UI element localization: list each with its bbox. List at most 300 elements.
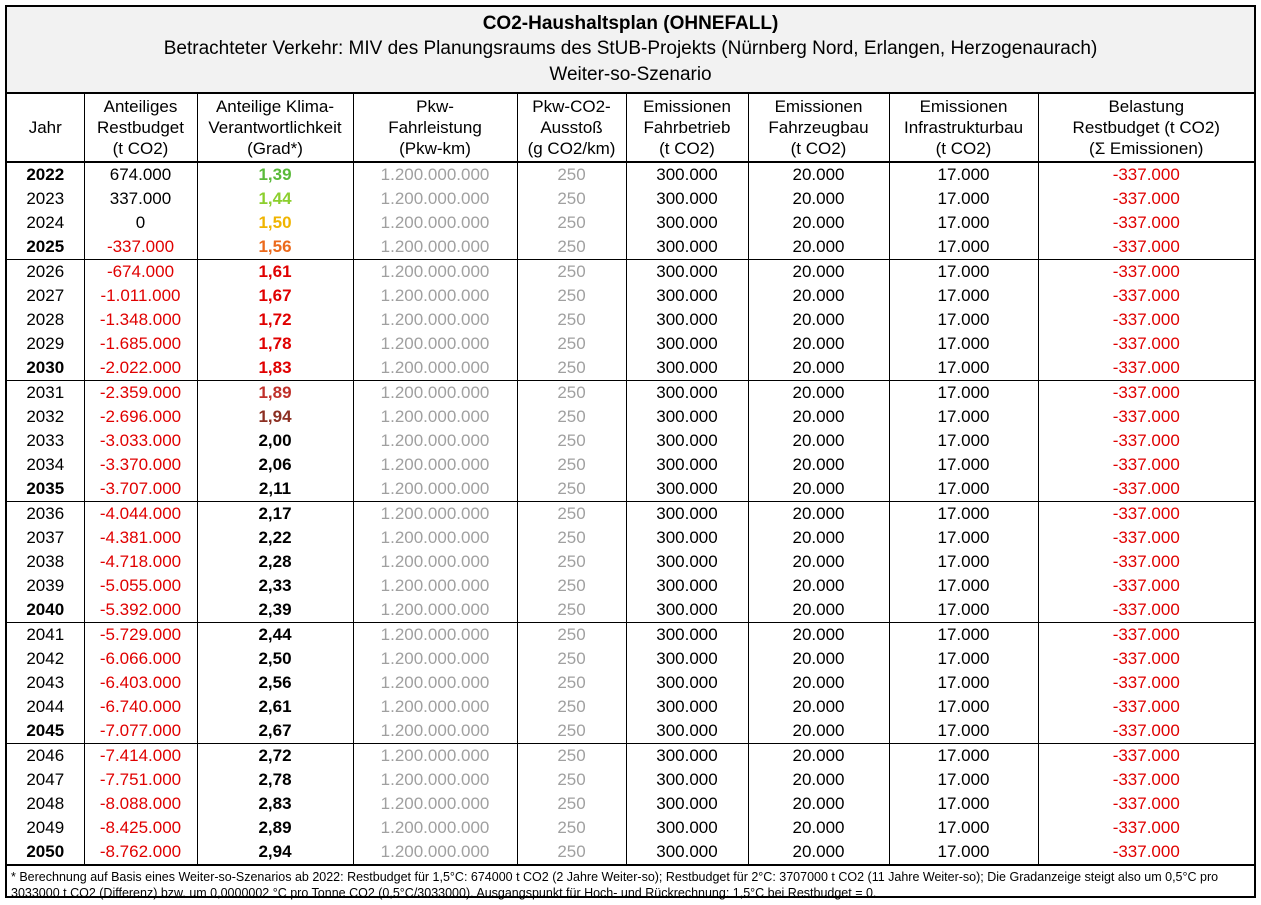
cell-belastung-restbudget: -337.000	[1038, 356, 1254, 381]
cell-belastung-restbudget: -337.000	[1038, 695, 1254, 719]
cell-pkw-fahrleistung: 1.200.000.000	[353, 284, 517, 308]
cell-pkw-co2-ausstoss: 250	[517, 744, 626, 769]
cell-belastung-restbudget: -337.000	[1038, 477, 1254, 502]
cell-belastung-restbudget: -337.000	[1038, 574, 1254, 598]
cell-jahr: 2044	[26, 697, 65, 716]
cell-restbudget: -7.751.000	[84, 768, 197, 792]
cell-klima-verantwortlichkeit: 2,61	[197, 695, 353, 719]
cell-pkw-fahrleistung: 1.200.000.000	[353, 162, 517, 187]
cell-pkw-fahrleistung: 1.200.000.000	[353, 816, 517, 840]
cell-klima-verantwortlichkeit: 2,33	[197, 574, 353, 598]
column-header-line: Pkw-	[416, 97, 454, 116]
cell-emissionen-infrastrukturbau: 17.000	[889, 308, 1038, 332]
table-row	[7, 792, 1254, 816]
cell-klima-verantwortlichkeit: 2,67	[197, 719, 353, 744]
cell-belastung-restbudget: -337.000	[1038, 260, 1254, 285]
scenario-label: Weiter-so-Szenario	[549, 64, 712, 85]
table-row	[7, 502, 1254, 527]
table-row	[7, 744, 1254, 769]
cell-pkw-fahrleistung: 1.200.000.000	[353, 598, 517, 623]
table-row	[7, 695, 1254, 719]
cell-emissionen-fahrbetrieb: 300.000	[626, 332, 748, 356]
cell-emissionen-fahrbetrieb: 300.000	[626, 162, 748, 187]
cell-emissionen-fahrzeugbau: 20.000	[748, 623, 889, 648]
cell-klima-verantwortlichkeit: 2,17	[197, 502, 353, 527]
cell-emissionen-infrastrukturbau: 17.000	[889, 477, 1038, 502]
cell-pkw-co2-ausstoss: 250	[517, 405, 626, 429]
cell-restbudget: -2.359.000	[84, 381, 197, 406]
table-row	[7, 429, 1254, 453]
cell-emissionen-infrastrukturbau: 17.000	[889, 647, 1038, 671]
cell-belastung-restbudget: -337.000	[1038, 671, 1254, 695]
column-header-restbudget	[84, 94, 197, 162]
column-header-line: Ausstoß	[540, 118, 603, 137]
cell-emissionen-infrastrukturbau: 17.000	[889, 768, 1038, 792]
cell-emissionen-fahrbetrieb: 300.000	[626, 308, 748, 332]
cell-jahr: 2047	[26, 770, 65, 789]
cell-emissionen-fahrzeugbau: 20.000	[748, 162, 889, 187]
cell-klima-verantwortlichkeit: 1,67	[197, 284, 353, 308]
table-row	[7, 332, 1254, 356]
table-row	[7, 816, 1254, 840]
cell-restbudget: -8.762.000	[84, 840, 197, 865]
cell-emissionen-fahrbetrieb: 300.000	[626, 744, 748, 769]
cell-emissionen-infrastrukturbau: 17.000	[889, 356, 1038, 381]
cell-emissionen-fahrzeugbau: 20.000	[748, 768, 889, 792]
co2-budget-table	[7, 94, 1254, 866]
cell-jahr: 2041	[26, 625, 65, 644]
cell-emissionen-infrastrukturbau: 17.000	[889, 381, 1038, 406]
cell-jahr: 2026	[26, 262, 65, 281]
cell-klima-verantwortlichkeit: 2,56	[197, 671, 353, 695]
cell-jahr: 2028	[26, 310, 65, 329]
cell-pkw-co2-ausstoss: 250	[517, 356, 626, 381]
cell-pkw-fahrleistung: 1.200.000.000	[353, 308, 517, 332]
cell-restbudget: -8.425.000	[84, 816, 197, 840]
cell-emissionen-fahrbetrieb: 300.000	[626, 623, 748, 648]
table-row	[7, 623, 1254, 648]
cell-pkw-fahrleistung: 1.200.000.000	[353, 550, 517, 574]
cell-emissionen-fahrzeugbau: 20.000	[748, 502, 889, 527]
cell-emissionen-fahrbetrieb: 300.000	[626, 502, 748, 527]
cell-emissionen-fahrzeugbau: 20.000	[748, 671, 889, 695]
cell-restbudget: 0	[84, 211, 197, 235]
cell-jahr: 2039	[26, 576, 65, 595]
cell-restbudget: -1.348.000	[84, 308, 197, 332]
cell-restbudget: -6.403.000	[84, 671, 197, 695]
cell-jahr: 2046	[26, 746, 65, 765]
cell-jahr: 2042	[26, 649, 65, 668]
cell-emissionen-fahrzeugbau: 20.000	[748, 211, 889, 235]
cell-belastung-restbudget: -337.000	[1038, 768, 1254, 792]
table-row	[7, 477, 1254, 502]
cell-klima-verantwortlichkeit: 2,94	[197, 840, 353, 865]
cell-pkw-fahrleistung: 1.200.000.000	[353, 768, 517, 792]
cell-emissionen-fahrbetrieb: 300.000	[626, 671, 748, 695]
cell-jahr: 2022	[26, 165, 65, 184]
cell-emissionen-fahrzeugbau: 20.000	[748, 187, 889, 211]
table-row	[7, 453, 1254, 477]
cell-belastung-restbudget: -337.000	[1038, 840, 1254, 865]
cell-emissionen-fahrzeugbau: 20.000	[748, 526, 889, 550]
cell-klima-verantwortlichkeit: 2,11	[197, 477, 353, 502]
cell-belastung-restbudget: -337.000	[1038, 623, 1254, 648]
cell-emissionen-infrastrukturbau: 17.000	[889, 671, 1038, 695]
table-row	[7, 211, 1254, 235]
cell-pkw-fahrleistung: 1.200.000.000	[353, 719, 517, 744]
cell-belastung-restbudget: -337.000	[1038, 647, 1254, 671]
column-header-line: (Grad*)	[247, 139, 303, 158]
cell-pkw-co2-ausstoss: 250	[517, 647, 626, 671]
table-row	[7, 284, 1254, 308]
cell-emissionen-fahrbetrieb: 300.000	[626, 477, 748, 502]
table-row	[7, 647, 1254, 671]
table-row	[7, 260, 1254, 285]
column-header-line: (g CO2/km)	[527, 139, 616, 158]
cell-belastung-restbudget: -337.000	[1038, 744, 1254, 769]
cell-restbudget: -4.718.000	[84, 550, 197, 574]
cell-belastung-restbudget: -337.000	[1038, 405, 1254, 429]
cell-jahr: 2050	[7, 840, 84, 865]
cell-emissionen-fahrbetrieb: 300.000	[626, 647, 748, 671]
cell-emissionen-infrastrukturbau: 17.000	[889, 574, 1038, 598]
cell-pkw-co2-ausstoss: 250	[517, 598, 626, 623]
cell-pkw-fahrleistung: 1.200.000.000	[353, 332, 517, 356]
column-header-line: Anteilige Klima-	[215, 97, 335, 116]
cell-pkw-fahrleistung: 1.200.000.000	[353, 477, 517, 502]
footnote: * Berechnung auf Basis eines Weiter-so-Szenarios ab 2022: Restbudget für 1,5°C: 674000 t CO2 (2 Jahre Weiter-so); Restbudget für 2°C: 3707000 t CO2 (11 Jahre Weiter-so); Die Gradanzeige steigt also um 0,5°C pro 3033000 t CO2 (Differenz) bzw. um 0,0000002 °C pro Tonne CO2 (0,5°C/3033000). Ausgangspunkt für Hoch- und Rückrechnung: 1,5°C bei Restbudget = 0.	[11, 870, 1219, 900]
column-header-line: Fahrbetrieb	[643, 118, 731, 137]
cell-klima-verantwortlichkeit: 1,61	[197, 260, 353, 285]
cell-pkw-fahrleistung: 1.200.000.000	[353, 647, 517, 671]
column-header-line: Anteiliges	[103, 97, 178, 116]
cell-emissionen-fahrbetrieb: 300.000	[626, 284, 748, 308]
cell-emissionen-fahrbetrieb: 300.000	[626, 840, 748, 865]
table-row	[7, 574, 1254, 598]
cell-restbudget: 674.000	[84, 162, 197, 187]
cell-klima-verantwortlichkeit: 2,22	[197, 526, 353, 550]
cell-belastung-restbudget: -337.000	[1038, 598, 1254, 623]
column-header-line: Restbudget	[97, 118, 184, 137]
cell-pkw-fahrleistung: 1.200.000.000	[353, 381, 517, 406]
cell-jahr: 2025	[7, 235, 84, 260]
table-row	[7, 162, 1254, 187]
cell-jahr: 2034	[26, 455, 65, 474]
cell-belastung-restbudget: -337.000	[1038, 502, 1254, 527]
cell-jahr: 2027	[26, 286, 65, 305]
cell-pkw-co2-ausstoss: 250	[517, 477, 626, 502]
cell-pkw-fahrleistung: 1.200.000.000	[353, 356, 517, 381]
cell-emissionen-infrastrukturbau: 17.000	[889, 162, 1038, 187]
cell-jahr: 2048	[26, 794, 65, 813]
cell-emissionen-fahrbetrieb: 300.000	[626, 260, 748, 285]
column-header-jahr	[7, 94, 84, 162]
cell-klima-verantwortlichkeit: 2,89	[197, 816, 353, 840]
cell-pkw-fahrleistung: 1.200.000.000	[353, 695, 517, 719]
cell-belastung-restbudget: -337.000	[1038, 816, 1254, 840]
cell-pkw-fahrleistung: 1.200.000.000	[353, 744, 517, 769]
cell-emissionen-fahrbetrieb: 300.000	[626, 695, 748, 719]
cell-emissionen-infrastrukturbau: 17.000	[889, 744, 1038, 769]
column-header-line: (Σ Emissionen)	[1089, 139, 1204, 158]
cell-pkw-co2-ausstoss: 250	[517, 308, 626, 332]
cell-klima-verantwortlichkeit: 1,39	[197, 162, 353, 187]
cell-jahr: 2030	[7, 356, 84, 381]
cell-emissionen-fahrbetrieb: 300.000	[626, 429, 748, 453]
cell-emissionen-fahrzeugbau: 20.000	[748, 695, 889, 719]
table-row	[7, 840, 1254, 865]
cell-restbudget: -5.392.000	[84, 598, 197, 623]
cell-jahr: 2036	[26, 504, 65, 523]
column-header-line: (t CO2)	[112, 139, 169, 158]
sheet-title: CO2-Haushaltsplan (OHNEFALL)	[482, 13, 779, 34]
cell-emissionen-fahrbetrieb: 300.000	[626, 816, 748, 840]
table-header-row	[7, 94, 1254, 162]
table-row	[7, 235, 1254, 260]
cell-jahr: 2045	[7, 719, 84, 744]
cell-emissionen-fahrzeugbau: 20.000	[748, 381, 889, 406]
cell-emissionen-infrastrukturbau: 17.000	[889, 719, 1038, 744]
cell-restbudget: -337.000	[84, 235, 197, 260]
cell-restbudget: -7.077.000	[84, 719, 197, 744]
cell-klima-verantwortlichkeit: 1,94	[197, 405, 353, 429]
cell-emissionen-fahrzeugbau: 20.000	[748, 792, 889, 816]
cell-emissionen-infrastrukturbau: 17.000	[889, 453, 1038, 477]
column-header-line: Emissionen	[774, 97, 863, 116]
cell-emissionen-fahrzeugbau: 20.000	[748, 816, 889, 840]
cell-klima-verantwortlichkeit: 1,78	[197, 332, 353, 356]
cell-restbudget: -4.381.000	[84, 526, 197, 550]
cell-pkw-co2-ausstoss: 250	[517, 211, 626, 235]
cell-restbudget: -3.707.000	[84, 477, 197, 502]
cell-emissionen-fahrbetrieb: 300.000	[626, 235, 748, 260]
cell-jahr: 2024	[26, 213, 65, 232]
table-row	[7, 598, 1254, 623]
cell-emissionen-fahrbetrieb: 300.000	[626, 453, 748, 477]
cell-klima-verantwortlichkeit: 2,28	[197, 550, 353, 574]
table-row	[7, 550, 1254, 574]
cell-pkw-co2-ausstoss: 250	[517, 719, 626, 744]
cell-jahr: 2038	[26, 552, 65, 571]
cell-belastung-restbudget: -337.000	[1038, 381, 1254, 406]
cell-emissionen-infrastrukturbau: 17.000	[889, 211, 1038, 235]
cell-restbudget: -3.370.000	[84, 453, 197, 477]
cell-restbudget: -8.088.000	[84, 792, 197, 816]
cell-pkw-fahrleistung: 1.200.000.000	[353, 429, 517, 453]
cell-pkw-co2-ausstoss: 250	[517, 235, 626, 260]
column-header-belastung-restbudget	[1038, 94, 1254, 162]
table-row	[7, 671, 1254, 695]
cell-belastung-restbudget: -337.000	[1038, 187, 1254, 211]
cell-emissionen-fahrzeugbau: 20.000	[748, 744, 889, 769]
column-header-line: Fahrzeugbau	[768, 118, 869, 137]
cell-pkw-fahrleistung: 1.200.000.000	[353, 574, 517, 598]
cell-jahr: 2032	[26, 407, 65, 426]
column-header-line: Pkw-CO2-	[532, 97, 611, 116]
cell-emissionen-fahrzeugbau: 20.000	[748, 284, 889, 308]
column-header-emissionen-fahrbetrieb	[626, 94, 748, 162]
cell-pkw-co2-ausstoss: 250	[517, 695, 626, 719]
cell-belastung-restbudget: -337.000	[1038, 550, 1254, 574]
column-header-klima-verantwortlichkeit	[197, 94, 353, 162]
cell-emissionen-infrastrukturbau: 17.000	[889, 187, 1038, 211]
cell-klima-verantwortlichkeit: 2,44	[197, 623, 353, 648]
cell-belastung-restbudget: -337.000	[1038, 284, 1254, 308]
cell-pkw-co2-ausstoss: 250	[517, 332, 626, 356]
cell-emissionen-fahrzeugbau: 20.000	[748, 719, 889, 744]
cell-restbudget: -1.011.000	[84, 284, 197, 308]
cell-emissionen-fahrzeugbau: 20.000	[748, 260, 889, 285]
cell-pkw-fahrleistung: 1.200.000.000	[353, 502, 517, 527]
cell-emissionen-fahrbetrieb: 300.000	[626, 187, 748, 211]
cell-klima-verantwortlichkeit: 2,50	[197, 647, 353, 671]
cell-pkw-co2-ausstoss: 250	[517, 284, 626, 308]
cell-emissionen-fahrzeugbau: 20.000	[748, 840, 889, 865]
cell-jahr: 2049	[26, 818, 65, 837]
cell-belastung-restbudget: -337.000	[1038, 332, 1254, 356]
table-row	[7, 381, 1254, 406]
cell-pkw-fahrleistung: 1.200.000.000	[353, 792, 517, 816]
cell-emissionen-infrastrukturbau: 17.000	[889, 260, 1038, 285]
cell-emissionen-infrastrukturbau: 17.000	[889, 284, 1038, 308]
cell-emissionen-infrastrukturbau: 17.000	[889, 840, 1038, 865]
cell-pkw-co2-ausstoss: 250	[517, 526, 626, 550]
column-header-line: Emissionen	[643, 97, 731, 116]
cell-emissionen-infrastrukturbau: 17.000	[889, 550, 1038, 574]
cell-jahr: 2029	[26, 334, 65, 353]
cell-belastung-restbudget: -337.000	[1038, 162, 1254, 187]
cell-restbudget: -2.022.000	[84, 356, 197, 381]
column-header-line: Belastung	[1108, 97, 1185, 116]
cell-emissionen-fahrzeugbau: 20.000	[748, 332, 889, 356]
cell-pkw-fahrleistung: 1.200.000.000	[353, 405, 517, 429]
cell-pkw-fahrleistung: 1.200.000.000	[353, 260, 517, 285]
cell-emissionen-fahrbetrieb: 300.000	[626, 356, 748, 381]
column-header-line: (t CO2)	[935, 139, 992, 158]
table-row	[7, 768, 1254, 792]
table-row	[7, 308, 1254, 332]
cell-pkw-fahrleistung: 1.200.000.000	[353, 526, 517, 550]
sheet-subtitle: Betrachteter Verkehr: MIV des Planungsraums des StUB-Projekts (Nürnberg Nord, Erlangen, Herzogenaurach)	[163, 38, 1098, 59]
cell-emissionen-infrastrukturbau: 17.000	[889, 526, 1038, 550]
cell-jahr: 2033	[26, 431, 65, 450]
cell-pkw-fahrleistung: 1.200.000.000	[353, 453, 517, 477]
cell-emissionen-infrastrukturbau: 17.000	[889, 235, 1038, 260]
column-header-line: Restbudget (t CO2)	[1072, 118, 1220, 137]
cell-pkw-co2-ausstoss: 250	[517, 792, 626, 816]
cell-jahr: 2043	[26, 673, 65, 692]
cell-klima-verantwortlichkeit: 2,06	[197, 453, 353, 477]
cell-emissionen-fahrzeugbau: 20.000	[748, 356, 889, 381]
cell-emissionen-fahrzeugbau: 20.000	[748, 453, 889, 477]
column-header-line: Fahrleistung	[388, 118, 482, 137]
cell-restbudget: -6.066.000	[84, 647, 197, 671]
cell-belastung-restbudget: -337.000	[1038, 429, 1254, 453]
cell-restbudget: -1.685.000	[84, 332, 197, 356]
column-header-line: Verantwortlichkeit	[208, 118, 342, 137]
cell-pkw-co2-ausstoss: 250	[517, 502, 626, 527]
sheet-header	[7, 7, 1254, 94]
cell-restbudget: 337.000	[84, 187, 197, 211]
cell-emissionen-fahrbetrieb: 300.000	[626, 526, 748, 550]
cell-restbudget: -6.740.000	[84, 695, 197, 719]
cell-pkw-fahrleistung: 1.200.000.000	[353, 671, 517, 695]
cell-emissionen-fahrbetrieb: 300.000	[626, 792, 748, 816]
cell-restbudget: -4.044.000	[84, 502, 197, 527]
cell-klima-verantwortlichkeit: 2,39	[197, 598, 353, 623]
cell-emissionen-fahrbetrieb: 300.000	[626, 598, 748, 623]
cell-pkw-co2-ausstoss: 250	[517, 187, 626, 211]
column-header-line: (Pkw-km)	[399, 139, 471, 158]
cell-pkw-co2-ausstoss: 250	[517, 574, 626, 598]
column-header-pkw-fahrleistung	[353, 94, 517, 162]
cell-klima-verantwortlichkeit: 1,89	[197, 381, 353, 406]
cell-restbudget: -7.414.000	[84, 744, 197, 769]
table-row	[7, 719, 1254, 744]
cell-pkw-co2-ausstoss: 250	[517, 260, 626, 285]
cell-pkw-fahrleistung: 1.200.000.000	[353, 235, 517, 260]
cell-pkw-co2-ausstoss: 250	[517, 768, 626, 792]
cell-pkw-co2-ausstoss: 250	[517, 671, 626, 695]
table-row	[7, 187, 1254, 211]
cell-emissionen-fahrzeugbau: 20.000	[748, 429, 889, 453]
cell-belastung-restbudget: -337.000	[1038, 792, 1254, 816]
column-header-emissionen-infrastrukturbau	[889, 94, 1038, 162]
cell-klima-verantwortlichkeit: 1,72	[197, 308, 353, 332]
cell-emissionen-infrastrukturbau: 17.000	[889, 429, 1038, 453]
cell-pkw-co2-ausstoss: 250	[517, 623, 626, 648]
column-header-line: (t CO2)	[790, 139, 847, 158]
table-row	[7, 405, 1254, 429]
cell-emissionen-infrastrukturbau: 17.000	[889, 792, 1038, 816]
cell-belastung-restbudget: -337.000	[1038, 308, 1254, 332]
cell-emissionen-infrastrukturbau: 17.000	[889, 332, 1038, 356]
cell-jahr: 2031	[26, 383, 65, 402]
cell-pkw-co2-ausstoss: 250	[517, 550, 626, 574]
cell-jahr: 2037	[26, 528, 65, 547]
cell-pkw-co2-ausstoss: 250	[517, 816, 626, 840]
cell-jahr: 2035	[7, 477, 84, 502]
cell-klima-verantwortlichkeit: 2,00	[197, 429, 353, 453]
cell-restbudget: -674.000	[84, 260, 197, 285]
cell-belastung-restbudget: -337.000	[1038, 453, 1254, 477]
cell-jahr: 2040	[7, 598, 84, 623]
cell-klima-verantwortlichkeit: 1,56	[197, 235, 353, 260]
cell-emissionen-fahrzeugbau: 20.000	[748, 647, 889, 671]
cell-pkw-co2-ausstoss: 250	[517, 381, 626, 406]
cell-klima-verantwortlichkeit: 2,83	[197, 792, 353, 816]
column-header-line: Infrastrukturbau	[903, 118, 1024, 137]
cell-klima-verantwortlichkeit: 1,50	[197, 211, 353, 235]
column-header-line: Jahr	[28, 118, 62, 137]
column-header-line: Emissionen	[919, 97, 1008, 116]
cell-restbudget: -2.696.000	[84, 405, 197, 429]
cell-emissionen-fahrzeugbau: 20.000	[748, 574, 889, 598]
cell-pkw-co2-ausstoss: 250	[517, 162, 626, 187]
column-header-emissionen-fahrzeugbau	[748, 94, 889, 162]
cell-jahr: 2023	[26, 189, 65, 208]
cell-emissionen-fahrbetrieb: 300.000	[626, 574, 748, 598]
cell-emissionen-fahrbetrieb: 300.000	[626, 550, 748, 574]
cell-belastung-restbudget: -337.000	[1038, 719, 1254, 744]
cell-pkw-fahrleistung: 1.200.000.000	[353, 623, 517, 648]
cell-emissionen-fahrbetrieb: 300.000	[626, 768, 748, 792]
table-row	[7, 526, 1254, 550]
cell-emissionen-infrastrukturbau: 17.000	[889, 598, 1038, 623]
cell-restbudget: -3.033.000	[84, 429, 197, 453]
table-body	[7, 162, 1254, 865]
cell-emissionen-fahrzeugbau: 20.000	[748, 405, 889, 429]
